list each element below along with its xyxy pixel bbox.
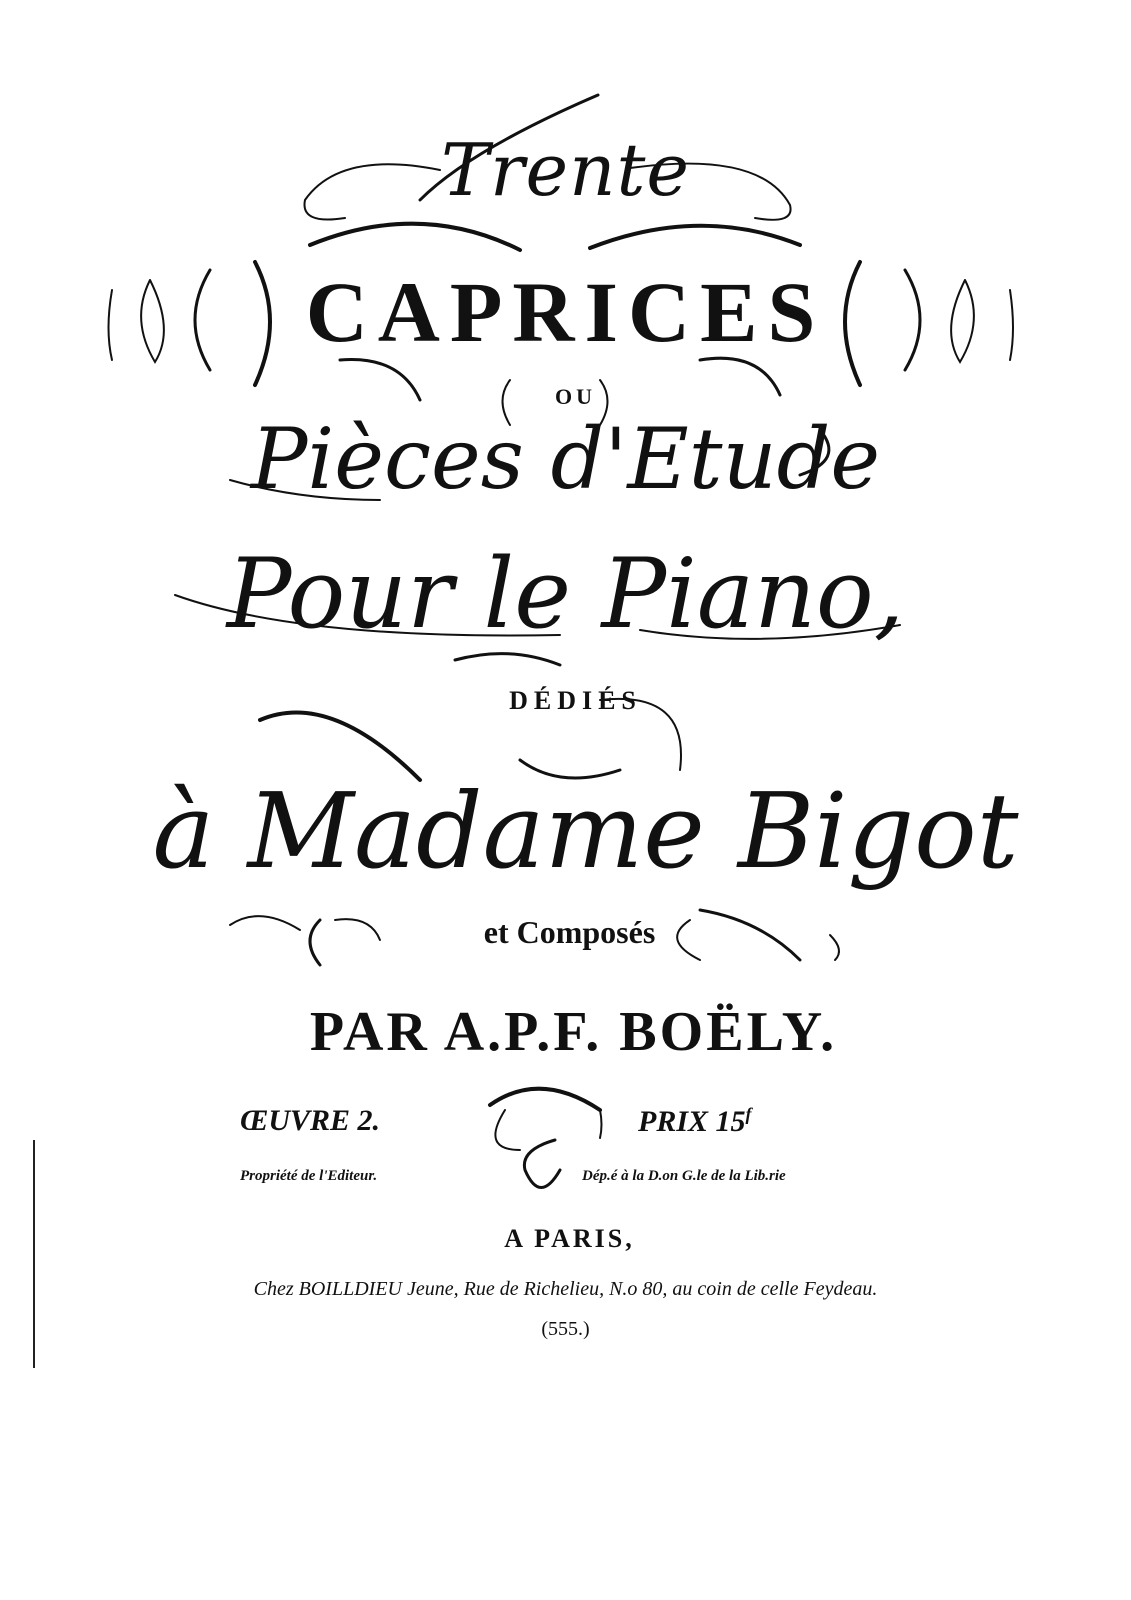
publication-city: A PARIS, <box>504 1224 635 1253</box>
price <box>638 1104 752 1139</box>
price-unit: f <box>745 1104 752 1124</box>
deposit-note: Dép.é à la D.on G.le de la Lib.rie <box>582 1168 786 1184</box>
title-line-pieces-d-etude: Pièces d'Etude <box>250 410 881 508</box>
title-line-pour-le-piano: Pour le Piano, <box>226 538 905 650</box>
price-amount: PRIX 15 <box>638 1105 746 1138</box>
opus-number: ŒUVRE 2. <box>240 1104 381 1137</box>
title-line-trente: Trente <box>441 128 690 212</box>
publisher-address: Chez BOILLDIEU Jeune, Rue de Richelieu, N.o 80, au coin de celle Feydeau. <box>253 1278 878 1300</box>
plate-number: (555.) <box>541 1318 590 1340</box>
property-note: Propriété de l'Editeur. <box>240 1168 378 1184</box>
composer-name: PAR A.P.F. BOËLY. <box>309 1001 838 1063</box>
title-line-dedies: DÉDIÉS <box>509 686 642 715</box>
title-line-ou: OU <box>555 384 596 409</box>
title-line-dedicatee: à Madame Bigot <box>152 770 1019 892</box>
title-line-caprices: CAPRICES <box>305 264 826 360</box>
title-line-et-composes: et Composés <box>483 914 656 950</box>
